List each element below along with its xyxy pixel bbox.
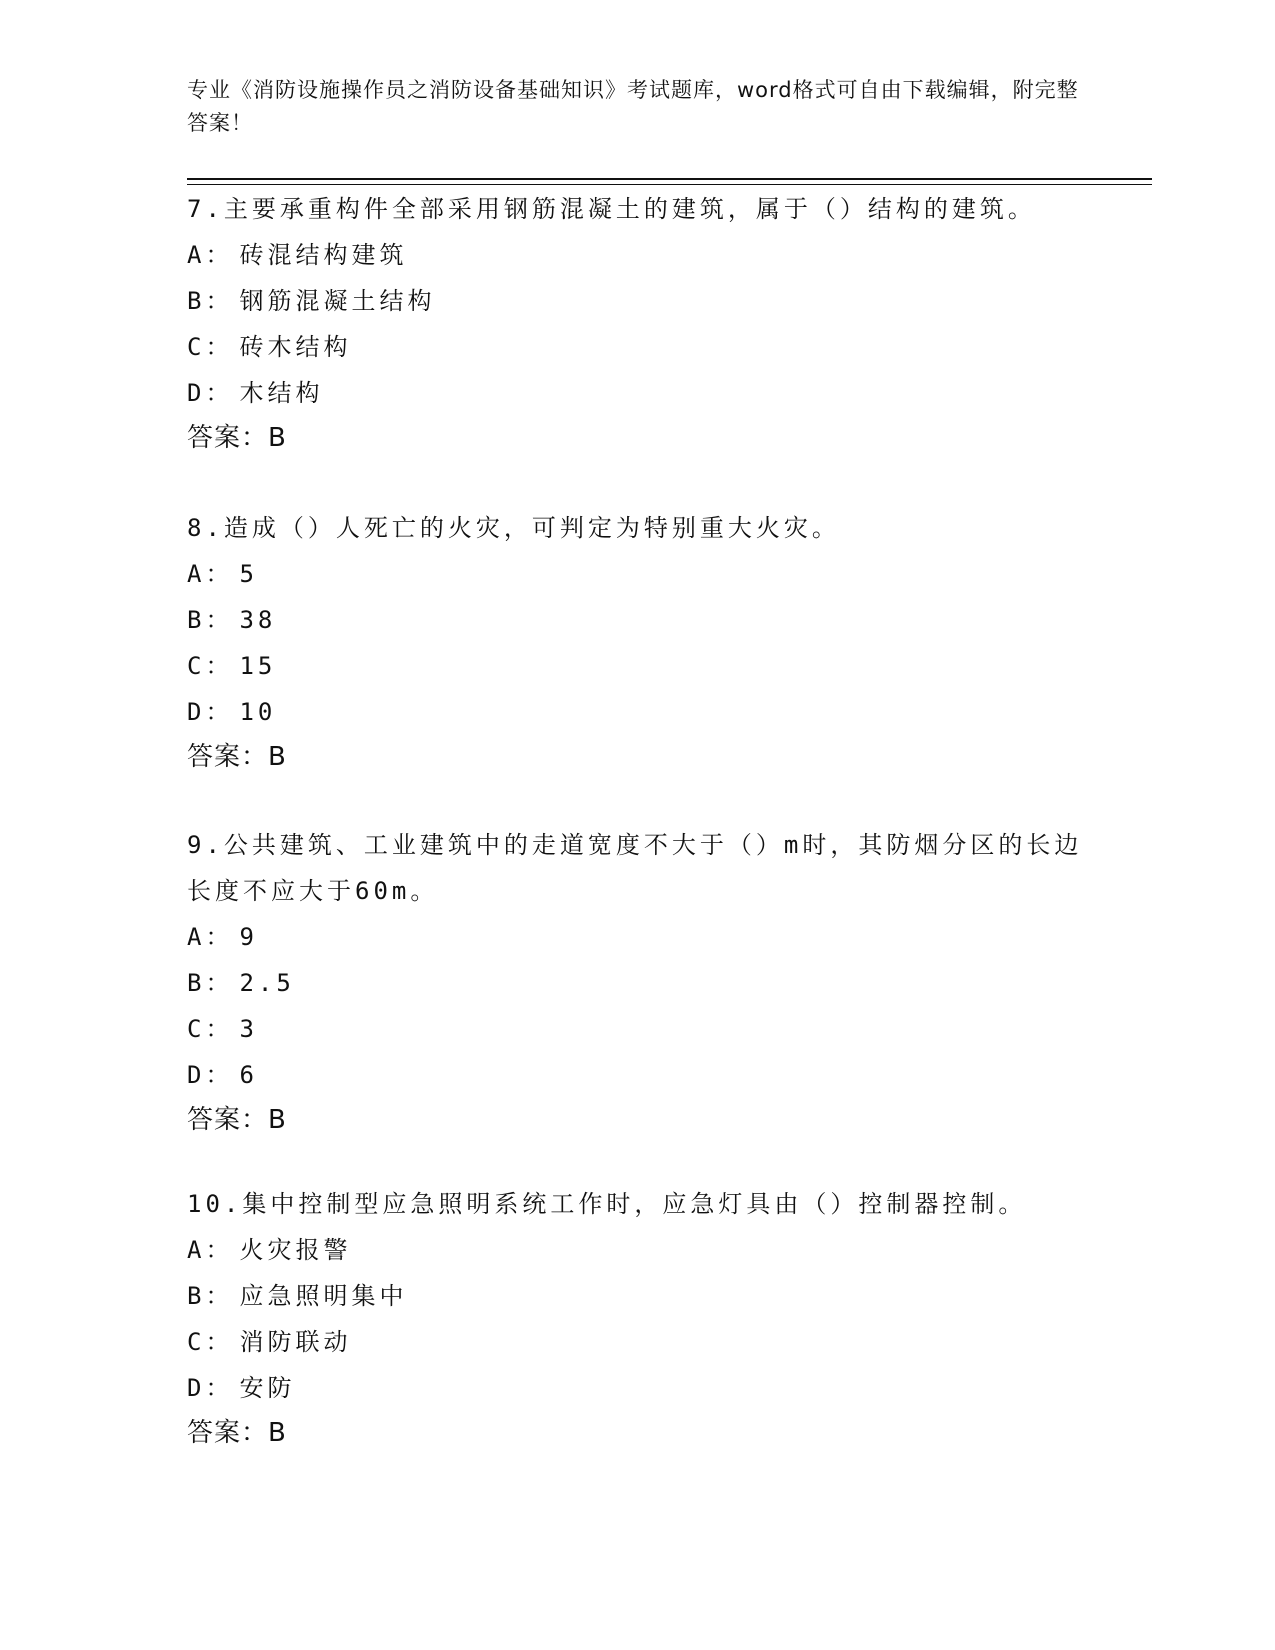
answer-label: 答案： bbox=[187, 742, 269, 772]
option-d bbox=[187, 1365, 1087, 1411]
option-key: C： bbox=[187, 1328, 234, 1356]
question-7 bbox=[187, 186, 1087, 460]
answer-value: B bbox=[268, 742, 287, 772]
option-text: 10 bbox=[239, 698, 277, 726]
option-c bbox=[187, 324, 1087, 370]
option-key: A： bbox=[187, 560, 234, 588]
option-key: B： bbox=[187, 969, 234, 997]
option-b bbox=[187, 278, 1087, 324]
option-key: A： bbox=[187, 923, 234, 951]
option-key: C： bbox=[187, 652, 234, 680]
option-key: D： bbox=[187, 698, 234, 726]
option-text: 木结构 bbox=[239, 379, 324, 407]
document-header: 专业《消防设施操作员之消防设备基础知识》考试题库，word格式可自由下载编辑，附完整答案！ bbox=[187, 78, 1079, 135]
option-key: C： bbox=[187, 1015, 234, 1043]
option-text: 6 bbox=[239, 1061, 258, 1089]
option-text: 5 bbox=[239, 560, 258, 588]
option-key: B： bbox=[187, 287, 234, 315]
header-rule-thick bbox=[187, 178, 1152, 180]
option-key: B： bbox=[187, 606, 234, 634]
option-c bbox=[187, 643, 1087, 689]
option-a bbox=[187, 551, 1087, 597]
option-key: D： bbox=[187, 1374, 234, 1402]
question-8 bbox=[187, 505, 1087, 779]
option-b bbox=[187, 960, 1087, 1006]
option-key: D： bbox=[187, 379, 234, 407]
option-a bbox=[187, 232, 1087, 278]
question-stem: 9.公共建筑、工业建筑中的走道宽度不大于（）m时，其防烟分区的长边长度不应大于60m。 bbox=[187, 831, 1083, 905]
option-text: 钢筋混凝土结构 bbox=[239, 287, 436, 315]
answer-line bbox=[187, 416, 1087, 460]
header-rule-thin bbox=[187, 184, 1152, 185]
option-text: 火灾报警 bbox=[239, 1236, 352, 1264]
option-text: 应急照明集中 bbox=[239, 1282, 408, 1310]
option-d bbox=[187, 370, 1087, 416]
answer-value: B bbox=[268, 1418, 287, 1448]
option-key: B： bbox=[187, 1282, 234, 1310]
option-b bbox=[187, 1273, 1087, 1319]
option-d bbox=[187, 1052, 1087, 1098]
option-text: 9 bbox=[239, 923, 258, 951]
option-key: D： bbox=[187, 1061, 234, 1089]
question-9 bbox=[187, 822, 1087, 1142]
answer-line bbox=[187, 735, 1087, 779]
option-b bbox=[187, 597, 1087, 643]
option-d bbox=[187, 689, 1087, 735]
option-a bbox=[187, 914, 1087, 960]
answer-label: 答案： bbox=[187, 1418, 269, 1448]
answer-line bbox=[187, 1098, 1087, 1142]
option-a bbox=[187, 1227, 1087, 1273]
option-text: 38 bbox=[239, 606, 277, 634]
answer-label: 答案： bbox=[187, 423, 269, 453]
question-stem: 7.主要承重构件全部采用钢筋混凝土的建筑，属于（）结构的建筑。 bbox=[187, 195, 1036, 223]
answer-label: 答案： bbox=[187, 1105, 269, 1135]
option-key: A： bbox=[187, 1236, 234, 1264]
option-text: 安防 bbox=[239, 1374, 296, 1402]
option-text: 砖木结构 bbox=[239, 333, 352, 361]
option-text: 2.5 bbox=[239, 969, 295, 997]
option-key: C： bbox=[187, 333, 234, 361]
question-stem: 10.集中控制型应急照明系统工作时，应急灯具由（）控制器控制。 bbox=[187, 1190, 1027, 1218]
option-c bbox=[187, 1006, 1087, 1052]
question-10 bbox=[187, 1181, 1087, 1455]
answer-value: B bbox=[268, 1105, 287, 1135]
question-stem: 8.造成（）人死亡的火灾，可判定为特别重大火灾。 bbox=[187, 514, 840, 542]
option-text: 3 bbox=[239, 1015, 258, 1043]
answer-line bbox=[187, 1411, 1087, 1455]
option-text: 15 bbox=[239, 652, 277, 680]
answer-value: B bbox=[268, 423, 287, 453]
option-text: 消防联动 bbox=[239, 1328, 352, 1356]
option-c bbox=[187, 1319, 1087, 1365]
option-text: 砖混结构建筑 bbox=[239, 241, 408, 269]
option-key: A： bbox=[187, 241, 234, 269]
